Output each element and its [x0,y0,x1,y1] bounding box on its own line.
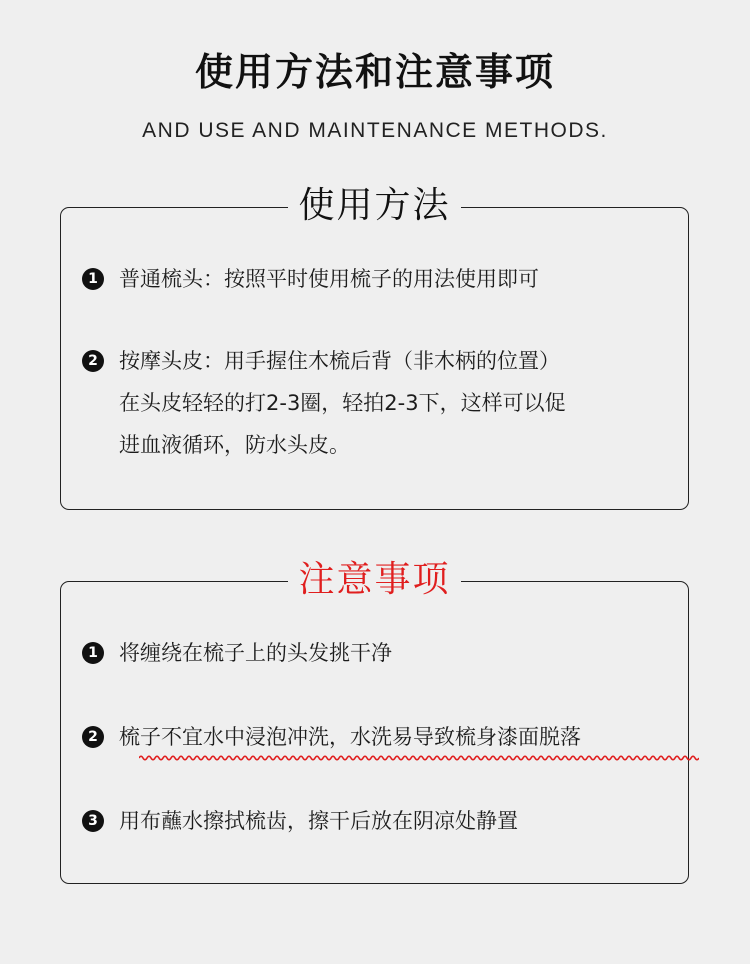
usage-section [60,185,689,510]
number-badge: 3 [82,810,104,832]
usage-item-text [119,258,678,300]
usage-section-title [61,178,688,240]
caution-item-text: 梳子不宜水中浸泡冲洗，水洗易导致梳身漆面脱落 [119,725,581,749]
caution-item-2 [82,716,678,758]
caution-title-text: 注意事项 [288,552,460,608]
number-badge: 2 [82,726,104,748]
number-badge: 1 [82,642,104,664]
text-line: 进血液循环，防水头皮。 [119,433,350,457]
text-line: 按摩头皮：用手握住木梳后背（非木柄的位置） [119,349,560,373]
text-line: 在头皮轻轻的打2-3圈，轻拍2-3下，这样可以促 [119,391,566,415]
caution-item-3 [82,800,678,842]
number-badge: 2 [82,350,104,372]
page-subtitle: AND USE AND MAINTENANCE METHODS. [142,119,608,142]
page-title: 使用方法和注意事项 [194,50,555,94]
usage-item-2 [82,340,678,466]
caution-section [60,559,689,884]
caution-section-title [61,552,688,614]
usage-item-text [119,340,678,466]
caution-item-text: 用布蘸水擦拭梳齿，擦干后放在阴凉处静置 [119,809,518,833]
number-badge: 1 [82,268,104,290]
caution-item-1 [82,632,678,674]
usage-item-1 [82,258,678,300]
caution-item-text: 将缠绕在梳子上的头发挑干净 [119,641,392,665]
text-line: 普通梳头：按照平时使用梳子的用法使用即可 [119,267,539,291]
usage-title-text: 使用方法 [288,178,460,234]
wavy-underline [139,754,699,762]
